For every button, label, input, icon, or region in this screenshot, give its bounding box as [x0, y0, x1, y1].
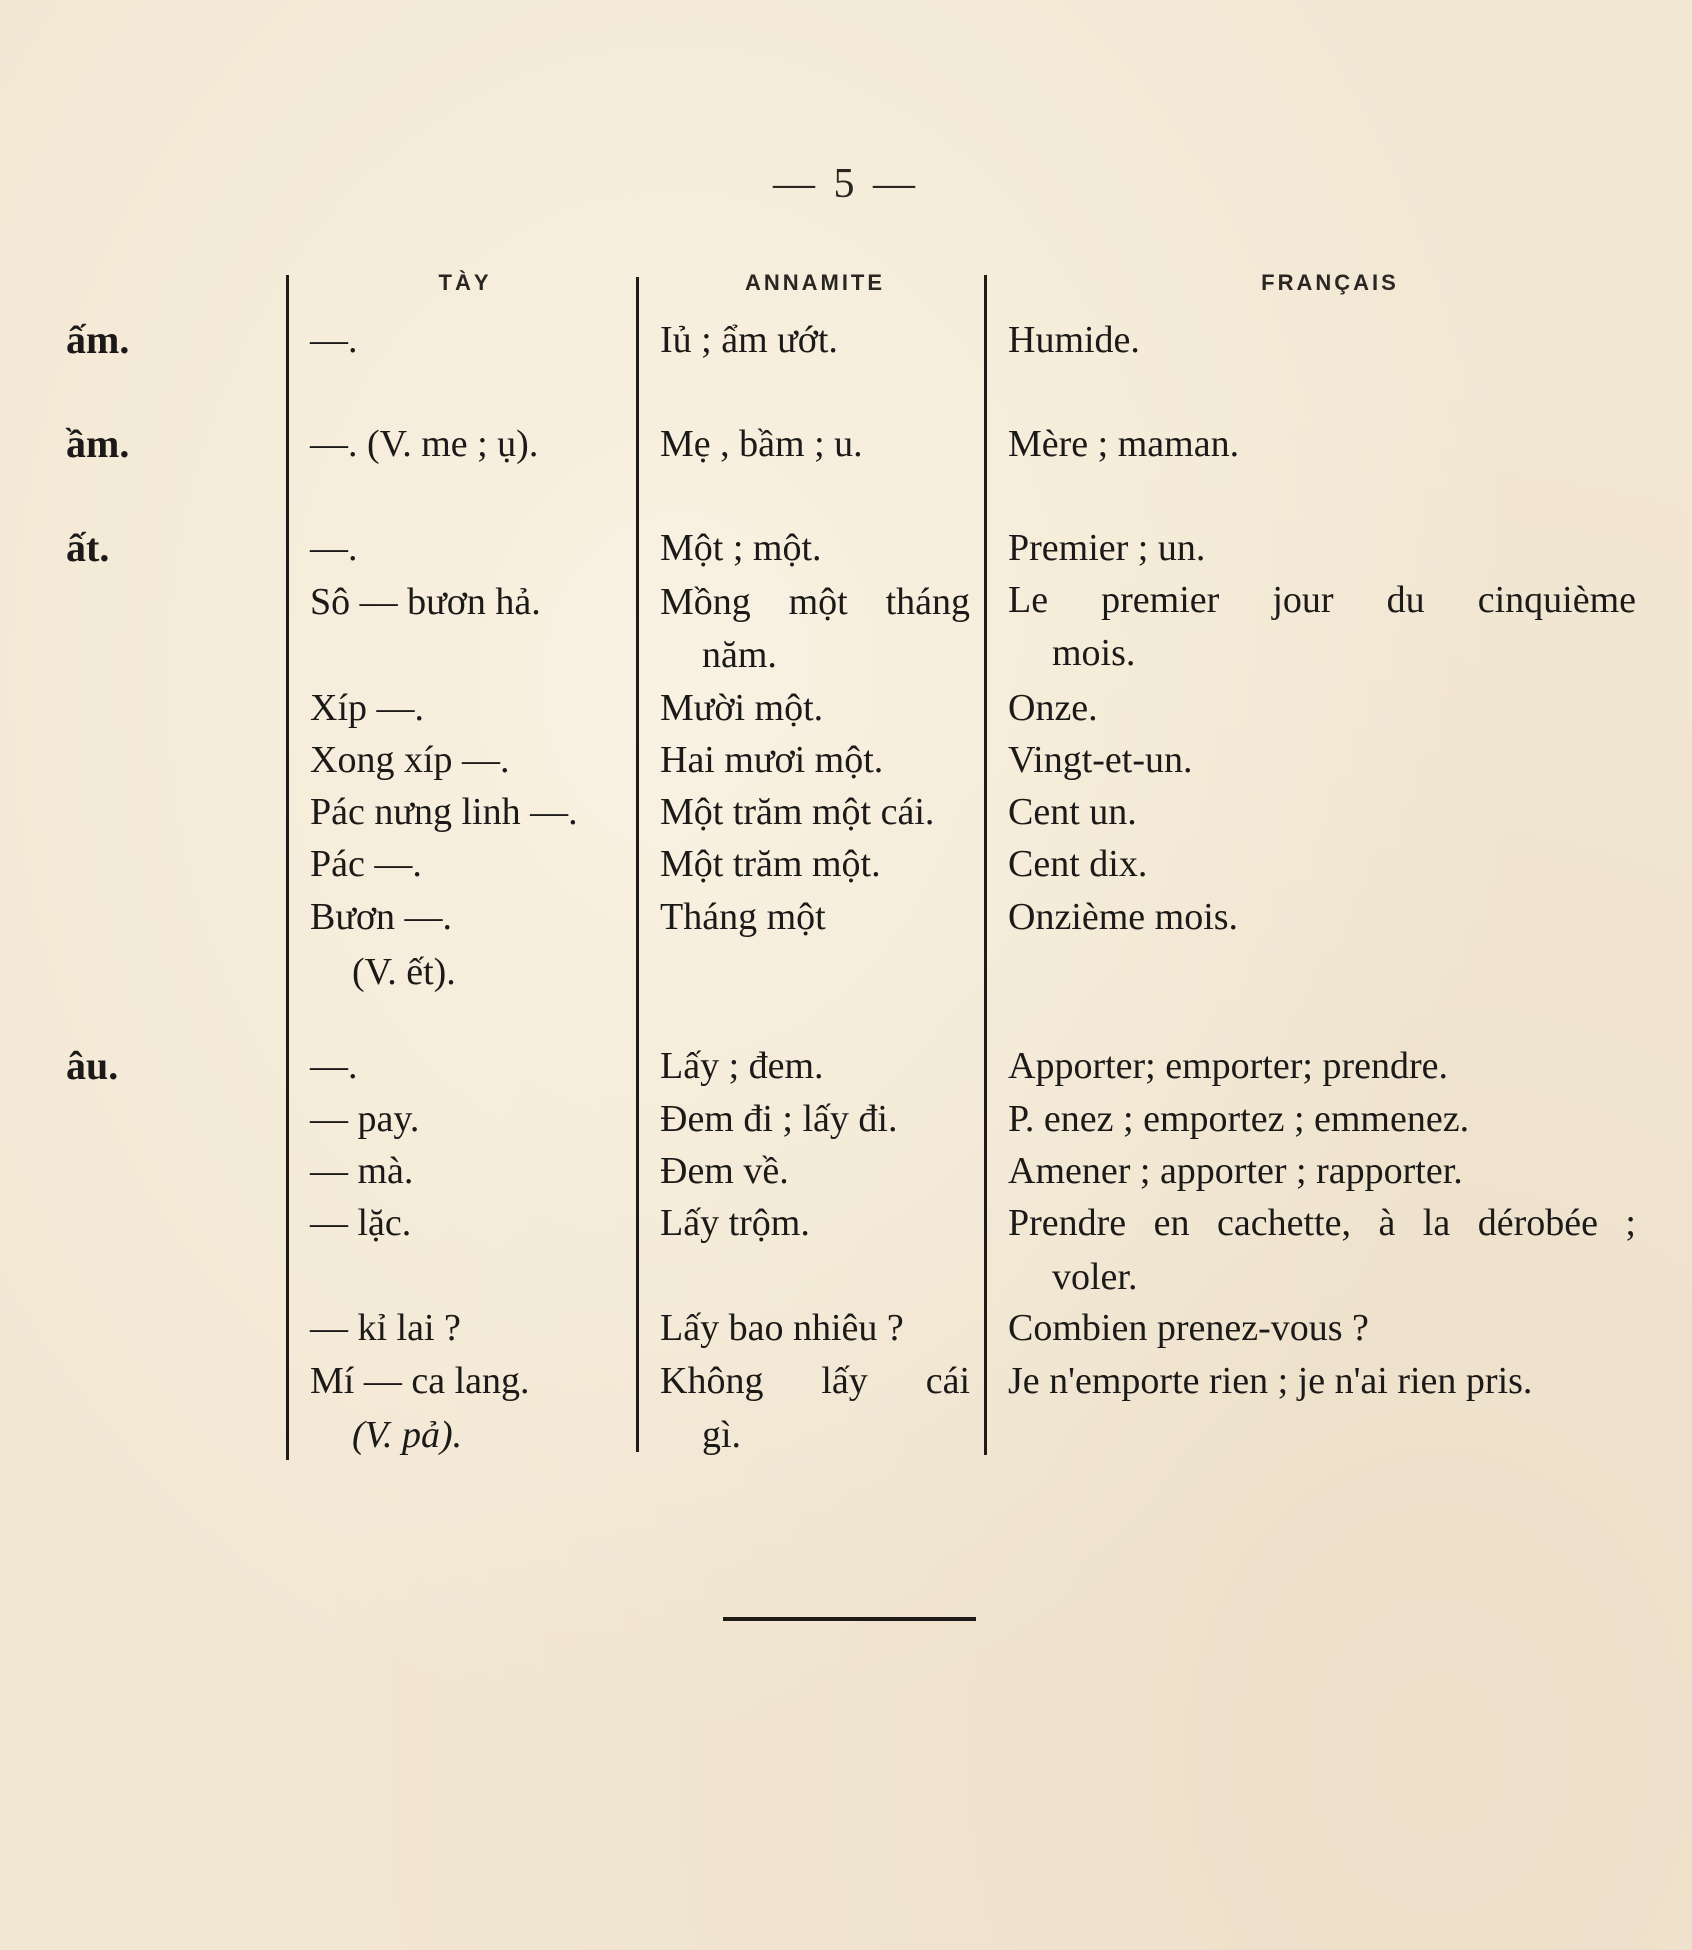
page-number: — 5 — [773, 161, 919, 207]
closing-rule [723, 1617, 976, 1621]
tay-entry: — mà. [310, 1150, 414, 1192]
annamite-entry: Một trăm một cái. [660, 791, 935, 833]
french-entry: Onzième mois. [1008, 896, 1239, 938]
tay-entry: Pác —. [310, 843, 422, 885]
annamite-entry: Một ; một. [660, 527, 822, 569]
column-header-tay: TÀY [438, 270, 492, 295]
french-entry: Cent un. [1008, 791, 1137, 833]
tay-entry: Mí — ca lang. [310, 1360, 530, 1402]
french-entry: Cent dix. [1008, 843, 1148, 885]
french-entry: Humide. [1008, 319, 1140, 361]
french-entry: Vingt-et-un. [1008, 739, 1193, 781]
french-entry: Premier ; un. [1008, 527, 1206, 569]
french-entry: Mère ; maman. [1008, 423, 1240, 465]
annamite-entry: Iủ ; ẩm ướt. [660, 319, 838, 361]
annamite-entry: Mười một. [660, 687, 824, 729]
tay-entry: Xíp —. [310, 687, 424, 729]
french-entry: Apporter; emporter; prendre. [1008, 1045, 1448, 1087]
tay-entry: — kỉ lai ? [310, 1307, 461, 1349]
headword: ấm. [66, 317, 130, 362]
annamite-entry: Một trăm một. [660, 843, 881, 885]
column-divider-middle [636, 277, 639, 1452]
annamite-entry: Đem đi ; lấy đi. [660, 1098, 898, 1140]
french-entry: P. enez ; emportez ; emmenez. [1008, 1098, 1470, 1140]
annamite-entry: Tháng một [660, 896, 826, 938]
tay-entry: —. [310, 527, 358, 569]
annamite-entry-continued: năm. [702, 634, 777, 676]
french-entry-continued: mois. [1052, 632, 1136, 674]
tay-entry-continued: (V. pả). [352, 1414, 463, 1456]
headword: ầm. [66, 421, 130, 466]
tay-entry: — lặc. [310, 1202, 412, 1244]
french-entry: Amener ; apporter ; rapporter. [1008, 1150, 1463, 1192]
headword: âu. [66, 1043, 119, 1088]
french-entry: Combien prenez-vous ? [1008, 1307, 1369, 1349]
tay-entry-continued: (V. ết). [352, 951, 456, 993]
tay-entry: Sô — bươn hả. [310, 581, 541, 623]
column-divider-left [286, 275, 289, 1460]
tay-entry: Bươn —. [310, 896, 453, 938]
column-header-annamite: ANNAMITE [744, 270, 886, 295]
french-entry: Onze. [1008, 687, 1098, 729]
tay-entry: Xong xíp —. [310, 739, 510, 781]
annamite-entry: Không lấy cái [660, 1360, 970, 1402]
tay-entry: Pác nưng linh —. [310, 791, 578, 833]
headword: ất. [66, 525, 110, 570]
french-entry: Le premier jour du cinquième [1008, 579, 1636, 621]
annamite-entry: Hai mươi một. [660, 739, 884, 781]
french-entry: Je n'emporte rien ; je n'ai rien pris. [1008, 1360, 1533, 1402]
tay-entry: —. (V. me ; ụ). [310, 423, 539, 465]
annamite-entry: Lấy bao nhiêu ? [660, 1307, 904, 1349]
column-divider-right [984, 275, 987, 1455]
annamite-entry: Lấy ; đem. [660, 1045, 824, 1087]
annamite-entry: Lấy trộm. [660, 1202, 810, 1244]
column-header-francais: FRANÇAIS [1261, 270, 1399, 295]
annamite-entry: Mồng một tháng [660, 581, 970, 623]
annamite-entry: Mẹ , bầm ; u. [660, 423, 863, 465]
tay-entry: —. [310, 1045, 358, 1087]
annamite-entry-continued: gì. [702, 1414, 742, 1456]
tay-entry: — pay. [310, 1098, 420, 1140]
annamite-entry: Đem về. [660, 1150, 789, 1192]
french-entry-continued: voler. [1052, 1256, 1138, 1298]
french-entry: Prendre en cachette, à la dérobée ; [1008, 1202, 1636, 1244]
tay-entry: —. [310, 319, 358, 361]
